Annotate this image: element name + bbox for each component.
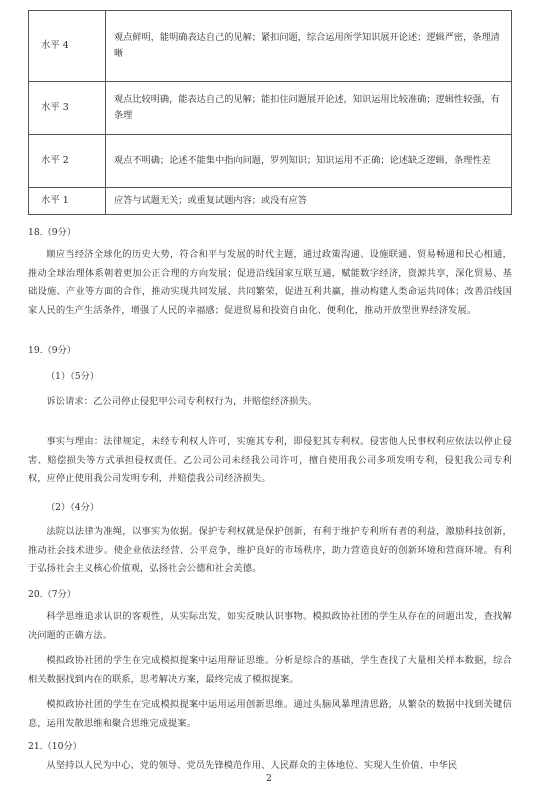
- q19-part2-label: （2）（4分）: [46, 502, 100, 513]
- table-row: [29, 82, 512, 135]
- table-row: [29, 188, 512, 215]
- q20-heading: 20.（7分）: [28, 589, 77, 600]
- q19-claim: 诉讼请求：乙公司停止侵犯甲公司专利权行为，并赔偿经济损失。: [46, 396, 318, 407]
- q19-facts: 事实与理由：法律规定，未经专利权人许可，实施其专利，即侵犯其专利权。侵害他人民事权利应依法以停止侵害、赔偿损失等方式承担侵权责任。乙公司公司未经我公司许可，擅自使用我公司多项发明专利，侵犯我公司专利权，应停止使用我公司发明专利，并赔偿我公司经济损失。: [28, 436, 512, 484]
- q19-part1-label: （1）（5分）: [46, 371, 100, 382]
- q21-heading: 21.（10分）: [28, 741, 82, 752]
- level-cell: 水平 1: [29, 188, 106, 215]
- q21-paragraph-1: 从坚持以人民为中心、党的领导、党员先锋模范作用、人民群众的主体地位、实现人生价值、中华民: [46, 760, 458, 771]
- page-number: 2: [266, 774, 272, 784]
- level-description-cell: 观点比较明确，能表达自己的见解；能扣住问题展开论述，知识运用比较准确；逻辑性较强，有条理: [106, 82, 512, 135]
- table-row: [29, 11, 512, 82]
- table-row: [29, 135, 512, 188]
- q20-paragraph-2: 模拟政协社团的学生在完成模拟提案中运用辩证思维。分析是综合的基础，学生查找了大量相关样本数据，综合相关数据找到内在的联系，思考解决方案，最终完成了模拟提案。: [28, 655, 512, 685]
- level-description-cell: 观点鲜明，能明确表达自己的见解；紧扣问题，综合运用所学知识展开论述；逻辑严密，条理清晰: [106, 11, 512, 82]
- q20-paragraph-3: 模拟政协社团的学生在完成模拟提案中运用运用创新思维。通过头脑风暴理清思路，从繁杂的数据中找到关键信息，运用发散思维和聚合思维完成提案。: [28, 699, 512, 729]
- scoring-level-table: [28, 10, 512, 215]
- level-description-cell: 应答与试题无关；或重复试题内容；或没有应答: [106, 188, 512, 215]
- q18-answer: 顺应当经济全球化的历史大势，符合和平与发展的时代主题，通过政策沟通、设施联通、贸易畅通和民心相通，推动全球治理体系朝着更加公正合理的方向发展；促进沿线国家互联互通，赋能数字经济，资源共享，深化贸易、基础设施、产业等方面的合作，推动实现共同发展、共同繁荣，促进互利共赢，推动构建人类命运共同体；改善沿线国家人民的生产生活条件，增强了人民的幸福感；促进贸易和投资自由化、便利化，推动开放型世界经济发展。: [28, 249, 512, 316]
- q18-heading: 18.（9分）: [28, 227, 77, 238]
- q19-part2-answer: 法院以法律为准绳，以事实为依据。保护专利权就是保护创新，有利于维护专利所有者的利益，激励科技创新，推动社会技术进步。使企业依法经营、公平竞争，维护良好的市场秩序，助力营造良好的创新环境和营商环境。有利于弘扬社会主义核心价值观，弘扬社会公德和社会美德。: [28, 526, 512, 574]
- q19-heading: 19.（9分）: [28, 345, 77, 356]
- level-description-cell: 观点不明确；论述不能集中指向问题，罗列知识；知识运用不正确；论述缺乏逻辑，条理性差: [106, 135, 512, 188]
- level-cell: 水平 3: [29, 82, 106, 135]
- level-cell: 水平 2: [29, 135, 106, 188]
- level-cell: 水平 4: [29, 11, 106, 82]
- q20-paragraph-1: 科学思维追求认识的客观性，从实际出发，如实反映认识事物。模拟政协社团的学生从存在的问题出发，查找解决问题的正确方法。: [28, 611, 512, 641]
